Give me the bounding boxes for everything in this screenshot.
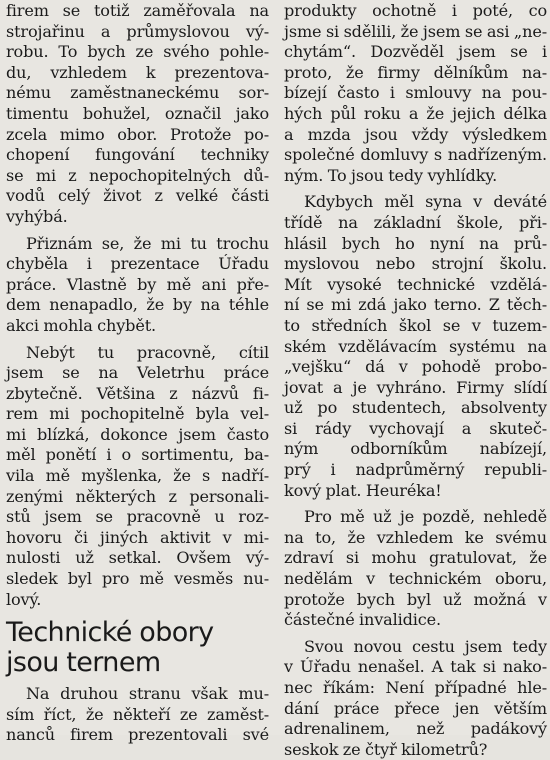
text-line: rem mi pochopitelně byla vel- xyxy=(6,404,269,424)
text-line: v Úřadu nenašel. A tak si nako- xyxy=(284,657,547,677)
text-line: akci mohla chybět. xyxy=(6,315,156,335)
text-line: kový plat. Heuréka! xyxy=(284,480,442,500)
text-line: společné domluvy s nadřízeným. xyxy=(284,145,547,165)
text-line: bízejí často i smlouvy na pou- xyxy=(284,83,547,103)
text-line: práce. Vlastně by mě ani pře- xyxy=(6,274,269,294)
text-line: nedělám v technickém oboru, xyxy=(284,569,547,589)
text-line: měl ponětí i o sortimentu, ba- xyxy=(6,445,269,465)
text-line: to středních škol se v tuzem- xyxy=(284,315,547,335)
text-line: adrenalinem, než padákový xyxy=(284,719,547,739)
heading-line: Technické obory xyxy=(6,617,214,649)
text-line: a mzda jsou vždy výsledkem xyxy=(284,124,547,144)
text-line: prý i nadprůměrný republi- xyxy=(284,460,547,480)
text-line: vodů celý život z velké části xyxy=(6,186,269,206)
text-line: zenými některých z personali- xyxy=(6,486,269,506)
heading-line: jsou ternem xyxy=(6,647,161,679)
paragraph xyxy=(6,684,269,746)
text-line: nanců firem prezentovali své xyxy=(6,725,269,745)
paragraph xyxy=(6,343,269,611)
text-line: timentu bohužel, označil jako xyxy=(6,103,269,123)
text-line: produkty ochotně i poté, co xyxy=(284,1,547,20)
text-line: už po studentech, absolventy xyxy=(284,398,547,418)
text-line: se mi z nepochopitelných dů- xyxy=(6,165,269,185)
text-line: vyhýbá. xyxy=(6,206,68,226)
text-line: du, vzhledem k prezentova- xyxy=(6,62,269,82)
text-line: Pro mě už je pozdě, nehledě xyxy=(304,507,547,527)
text-line: Na druhou stranu však mu- xyxy=(26,684,269,704)
text-line: nulosti už setkal. Ovšem vý- xyxy=(6,548,269,568)
text-line: částečné invalidice. xyxy=(284,610,441,630)
article-right-column xyxy=(284,1,547,760)
text-line: protože bych byl už možná v xyxy=(284,589,547,609)
text-line: Mít vysoké technické vzdělá- xyxy=(284,274,547,294)
text-line: zbytečně. Většina z názvů fi- xyxy=(6,383,269,403)
text-line: chytám“. Dozvěděl jsem se i xyxy=(284,42,547,62)
text-line: ském vzdělávacím systému na xyxy=(284,336,547,356)
text-line: nému zaměstnaneckému sor- xyxy=(6,83,269,103)
text-line: si rády vychovají a skuteč- xyxy=(284,418,547,438)
text-line: stů jsem se pracovně u roz- xyxy=(6,507,269,527)
text-line: hých půl roku a že jejich délka xyxy=(284,103,547,123)
text-line: na to, že vzhledem ke svému xyxy=(284,527,547,547)
text-line: robu. To bych ze svého pohle- xyxy=(6,42,269,62)
text-line: Kdybych měl syna v deváté xyxy=(304,192,547,212)
text-line: hovoru či jiných aktivit v mi- xyxy=(6,527,269,547)
text-line: hlásil bych ho nyní na prů- xyxy=(284,233,547,253)
text-line: myslovou nebo strojní školu. xyxy=(284,254,547,274)
text-line: firem se totiž zaměřovala na xyxy=(6,1,269,20)
text-line: Nebýt tu pracovně, cítil xyxy=(26,342,269,362)
text-line: zcela mimo obor. Protože po- xyxy=(6,124,269,144)
paragraph xyxy=(284,192,547,501)
text-line: chopení fungování techniky xyxy=(6,145,269,165)
text-line: jsme si sdělili, že jsem se asi „ne- xyxy=(284,21,547,41)
text-line: třídě na základní škole, při- xyxy=(284,212,547,232)
text-line: lový. xyxy=(6,589,42,609)
paragraph xyxy=(284,507,547,631)
text-line: „vejšku“ dá v pohodě probo- xyxy=(284,357,547,377)
text-line: chyběla i prezentace Úřadu xyxy=(6,254,269,274)
text-line: ní se mi zdá jako terno. Z těch- xyxy=(284,295,547,315)
paragraph xyxy=(284,637,547,760)
text-line: zdraví si mohu gratulovat, že xyxy=(284,548,547,568)
text-line: proto, že firmy dělníkům na- xyxy=(284,62,547,82)
section-heading xyxy=(6,618,269,678)
text-line: nec říkám: Není případné hle- xyxy=(284,678,547,697)
text-line: jovat a je vyhráno. Firmy slídí xyxy=(284,377,547,397)
text-line: Přiznám se, že mi tu trochu xyxy=(26,233,269,253)
text-line: vila mě myšlenka, že s nadří- xyxy=(6,466,269,486)
paragraph xyxy=(6,234,269,337)
text-line: seskok ze čtyř kilometrů? xyxy=(284,739,488,759)
text-line: dání práce přece jen větším xyxy=(284,698,547,718)
text-line: strojařinu a průmyslovou vý- xyxy=(6,21,269,41)
text-line: dem nenapadlo, že by na téhle xyxy=(6,295,269,315)
text-line: jsem se na Veletrhu práce xyxy=(6,363,269,383)
article-left-column xyxy=(6,1,269,746)
text-line: sledek byl pro mě vesměs nu- xyxy=(6,569,269,589)
text-line: ným odborníkům nabízejí, xyxy=(284,439,547,459)
text-line: mi blízká, dokonce jsem často xyxy=(6,424,269,444)
text-line: sím říct, že někteří ze zaměst- xyxy=(6,704,269,724)
text-line: Svou novou cestu jsem tedy xyxy=(304,636,547,656)
paragraph xyxy=(284,1,547,186)
paragraph xyxy=(6,1,269,228)
text-line: ným. To jsou tedy vyhlídky. xyxy=(284,165,498,185)
